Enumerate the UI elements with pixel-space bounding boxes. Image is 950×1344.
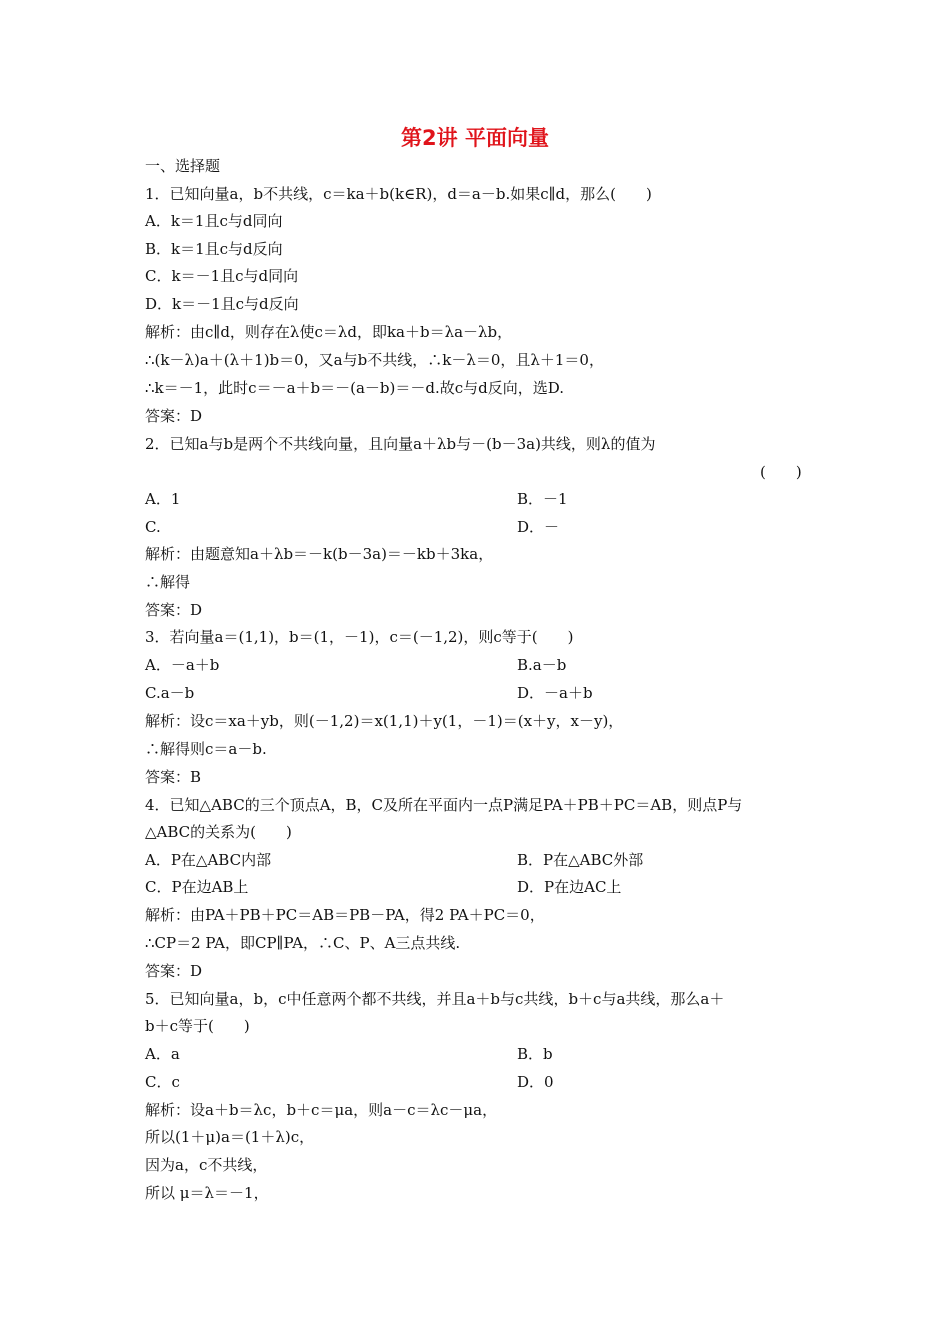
q1-stem: 1．已知向量a，b不共线，c＝ka＋b(k∈R)，d＝a－b.如果c∥d，那么( ): [145, 185, 652, 203]
q5-solution-line: 所以 μ＝λ＝－1，: [145, 1184, 269, 1202]
q3-option-a: A．－a＋b: [145, 656, 220, 674]
q3-stem: 3．若向量a＝(1,1)，b＝(1，－1)，c＝(－1,2)，则c等于( ): [145, 628, 574, 646]
q3-option-d: D．－a＋b: [517, 684, 593, 702]
q2-option-a: A．1: [145, 490, 181, 508]
q3-solution-line: ∴解得则c＝a－b.: [145, 740, 267, 758]
q5-option-b: B．b: [517, 1045, 553, 1063]
q4-stem: △ABC的关系为( ): [145, 823, 292, 841]
q3-option-b: B.a－b: [517, 656, 567, 674]
q1-option-a: A．k＝1且c与d同向: [145, 212, 283, 230]
q5-solution-line: 因为a，c不共线，: [145, 1156, 268, 1174]
q1-answer: 答案：D: [145, 407, 203, 425]
q5-stem: b＋c等于( ): [145, 1017, 250, 1035]
q3-option-c: C.a－b: [145, 684, 195, 702]
q3-answer: 答案：B: [145, 768, 202, 786]
q3-solution-line: 解析：设c＝xa＋yb，则(－1,2)＝x(1,1)＋y(1，－1)＝(x＋y，x－y)，: [145, 712, 624, 730]
q4-option-d: D．P在边AC上: [517, 878, 622, 896]
q5-option-d: D．0: [517, 1073, 554, 1091]
q1-solution-line: ∴k＝－1，此时c＝－a＋b＝－(a－b)＝－d.故c与d反向，选D.: [145, 379, 565, 397]
q5-option-c: C．c: [145, 1073, 180, 1091]
q4-solution-line: 解析：由PA＋PB＋PC＝AB＝PB－PA，得2 PA＋PC＝0，: [145, 906, 545, 924]
q2-stem: 2．已知a与b是两个不共线向量，且向量a＋λb与－(b－3a)共线，则λ的值为: [145, 435, 656, 453]
q1-option-b: B．k＝1且c与d反向: [145, 240, 283, 258]
q2-option-d: D．－: [517, 518, 560, 536]
q1-option-d: D．k＝－1且c与d反向: [145, 295, 299, 313]
q4-answer: 答案：D: [145, 962, 203, 980]
q2-solution-line: 解析：由题意知a＋λb＝－k(b－3a)＝－kb＋3ka，: [145, 545, 494, 563]
q2-option-b: B．－1: [517, 490, 568, 508]
q5-solution-line: 所以(1＋μ)a＝(1＋λ)c，: [145, 1128, 315, 1146]
q2-solution-line: ∴解得: [145, 573, 191, 591]
q5-solution-line: 解析：设a＋b＝λc，b＋c＝μa，则a－c＝λc－μa，: [145, 1101, 498, 1119]
q1-option-c: C．k＝－1且c与d同向: [145, 267, 299, 285]
q4-stem: 4．已知△ABC的三个顶点A，B，C及所在平面内一点P满足PA＋PB＋PC＝AB，则点P与: [145, 796, 743, 814]
page-title: 第2讲 平面向量: [401, 126, 549, 150]
q5-option-a: A．a: [145, 1045, 180, 1063]
q2-answer: 答案：D: [145, 601, 203, 619]
q1-solution-line: ∴(k－λ)a＋(λ＋1)b＝0，又a与b不共线，∴k－λ＝0，且λ＋1＝0，: [145, 351, 604, 369]
q4-option-a: A．P在△ABC内部: [145, 851, 272, 869]
q1-solution-line: 解析：由c∥d，则存在λ使c＝λd，即ka＋b＝λa－λb，: [145, 323, 513, 341]
q2-option-c: C.: [145, 518, 161, 536]
q4-option-c: C．P在边AB上: [145, 878, 249, 896]
section-heading: 一、选择题: [145, 157, 221, 175]
q4-option-b: B．P在△ABC外部: [517, 851, 644, 869]
q5-stem: 5．已知向量a，b，c中任意两个都不共线，并且a＋b与c共线，b＋c与a共线，那么a＋: [145, 990, 725, 1008]
q2-answer-paren: ( ): [760, 463, 802, 481]
q4-solution-line: ∴CP＝2 PA，即CP∥PA，∴C、P、A三点共线.: [145, 934, 461, 952]
